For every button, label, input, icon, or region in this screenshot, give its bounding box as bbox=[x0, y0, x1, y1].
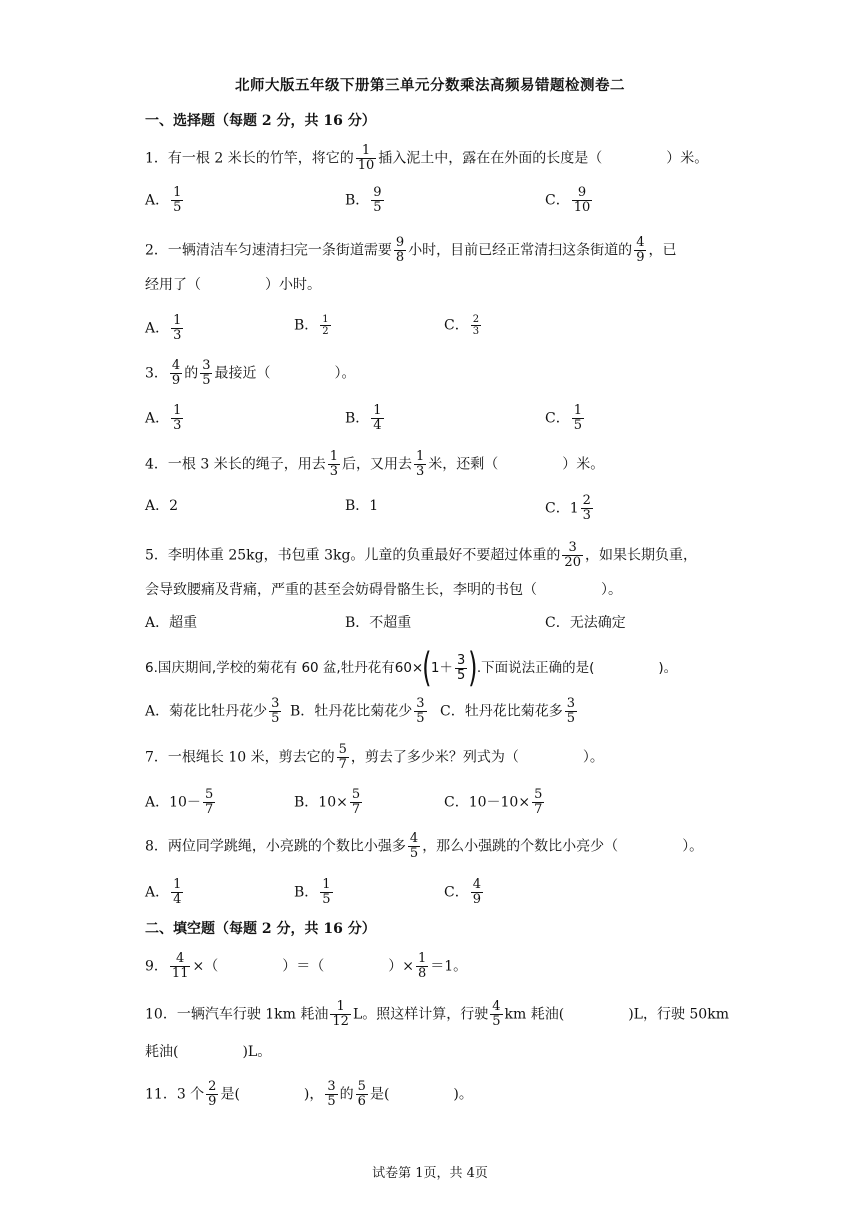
q5-option-c[interactable]: C．无法确定 bbox=[545, 615, 626, 631]
q8-option-c[interactable]: C． $\frac{4}{9}$ bbox=[444, 877, 481, 907]
q6-option-a[interactable]: A．菊花比牡丹花少 $\frac{3}{5}$ bbox=[145, 696, 280, 726]
question-8: 8．两位同学跳绳，小亮跳的个数比小强多 $\frac{4}{5}$ ，那么小强跳的个数比小亮少（ ）。 bbox=[145, 831, 704, 861]
q3-option-b[interactable]: B． $\frac{1}{4}$ bbox=[345, 403, 382, 433]
q6-option-b[interactable]: B．牡丹花比菊花少 $\frac{3}{5}$ bbox=[290, 696, 425, 726]
q3-option-a[interactable]: A． $\frac{1}{3}$ bbox=[145, 403, 182, 433]
question-10-line2: 耗油( )L。 bbox=[145, 1044, 272, 1060]
question-1: 1．有一根 2 米长的竹竿，将它的 $\frac{1}{10}$ 插入泥土中，露在在外面的长度是（ ）米。 bbox=[145, 143, 709, 173]
question-4: 4．一根 3 米长的绳子，用去 $\frac{1}{3}$ 后，又用去 $\frac{1}{3}$ 米，还剩（ ）米。 bbox=[145, 449, 605, 479]
q6-option-c[interactable]: C．牡丹花比菊花多 $\frac{3}{5}$ bbox=[440, 696, 575, 726]
q3-option-c[interactable]: C． $\frac{1}{5}$ bbox=[545, 403, 582, 433]
question-6: 6.国庆期间,学校的菊花有 60 盆,牡丹花有60×(1＋ $\frac{3}{5}$ ).下面说法正确的是( )。 bbox=[145, 645, 678, 691]
q2-option-c[interactable]: C． $\frac{2}{3}$ bbox=[444, 314, 480, 337]
q4-option-a[interactable]: A．2 bbox=[145, 498, 179, 514]
q1-option-b[interactable]: B． $\frac{9}{5}$ bbox=[345, 185, 382, 215]
q2-option-a[interactable]: A． $\frac{1}{3}$ bbox=[145, 313, 182, 343]
q8-option-b[interactable]: B． $\frac{1}{5}$ bbox=[294, 877, 331, 907]
question-3: 3． $\frac{4}{9}$ 的 $\frac{3}{5}$ 最接近（ ）。 bbox=[145, 358, 356, 388]
question-10: 10．一辆汽车行驶 1km 耗油 $\frac{1}{12}$ L。照这样计算，行驶 $\frac{4}{5}$ km 耗油( )L，行驶 50km bbox=[145, 999, 729, 1029]
section-heading-choice: 一、选择题（每题 2 分，共 16 分） bbox=[145, 113, 376, 129]
question-11: 11．3 个 $\frac{2}{9}$ 是( )， $\frac{3}{5}$ 的 $\frac{5}{6}$ 是( )。 bbox=[145, 1079, 473, 1109]
question-2: 2．一辆清洁车匀速清扫完一条街道需要 $\frac{9}{8}$ 小时，目前已经正常清扫这条街道的 $\frac{4}{9}$ ，已 bbox=[145, 235, 677, 265]
q1-option-a[interactable]: A． $\frac{1}{5}$ bbox=[145, 185, 182, 215]
page-title: 北师大版五年级下册第三单元分数乘法高频易错题检测卷二 bbox=[235, 77, 625, 94]
question-5-line2: 会导致腰痛及背痛，严重的甚至会妨碍骨骼生长，李明的书包（ ）。 bbox=[145, 582, 622, 598]
q5-option-a[interactable]: A．超重 bbox=[145, 615, 198, 631]
q7-option-a[interactable]: A．10－ $\frac{5}{7}$ bbox=[145, 787, 214, 817]
q4-option-b[interactable]: B．1 bbox=[345, 498, 379, 514]
q4-option-c[interactable]: C．1 $\frac{2}{3}$ bbox=[545, 493, 591, 523]
q7-option-b[interactable]: B．10× $\frac{5}{7}$ bbox=[294, 787, 361, 817]
q7-option-c[interactable]: C．10－10× $\frac{5}{7}$ bbox=[444, 787, 543, 817]
q1-option-c[interactable]: C． $\frac{9}{10}$ bbox=[545, 185, 591, 215]
question-7: 7．一根绳长 10 米，剪去它的 $\frac{5}{7}$ ，剪去了多少米？列式为（ ）。 bbox=[145, 742, 604, 772]
question-9: 9． $\frac{4}{11}$ ×（ ）＝（ ）× $\frac{1}{8}$ ＝1。 bbox=[145, 951, 468, 981]
q8-option-a[interactable]: A． $\frac{1}{4}$ bbox=[145, 877, 182, 907]
q2-option-b[interactable]: B． $\frac{1}{2}$ bbox=[294, 314, 329, 337]
fraction: $\frac{1}{10}$ bbox=[357, 143, 375, 173]
q5-option-b[interactable]: B．不超重 bbox=[345, 615, 412, 631]
page-footer: 试卷第 1页，共 4页 bbox=[372, 1166, 488, 1181]
question-2-line2: 经用了（ ）小时。 bbox=[145, 277, 321, 293]
question-5: 5．李明体重 25kg，书包重 3kg。儿童的负重最好不要超过体重的 $\frac{3}{20}$ ，如果长期负重， bbox=[145, 540, 697, 570]
section-heading-fill: 二、填空题（每题 2 分，共 16 分） bbox=[145, 921, 376, 937]
